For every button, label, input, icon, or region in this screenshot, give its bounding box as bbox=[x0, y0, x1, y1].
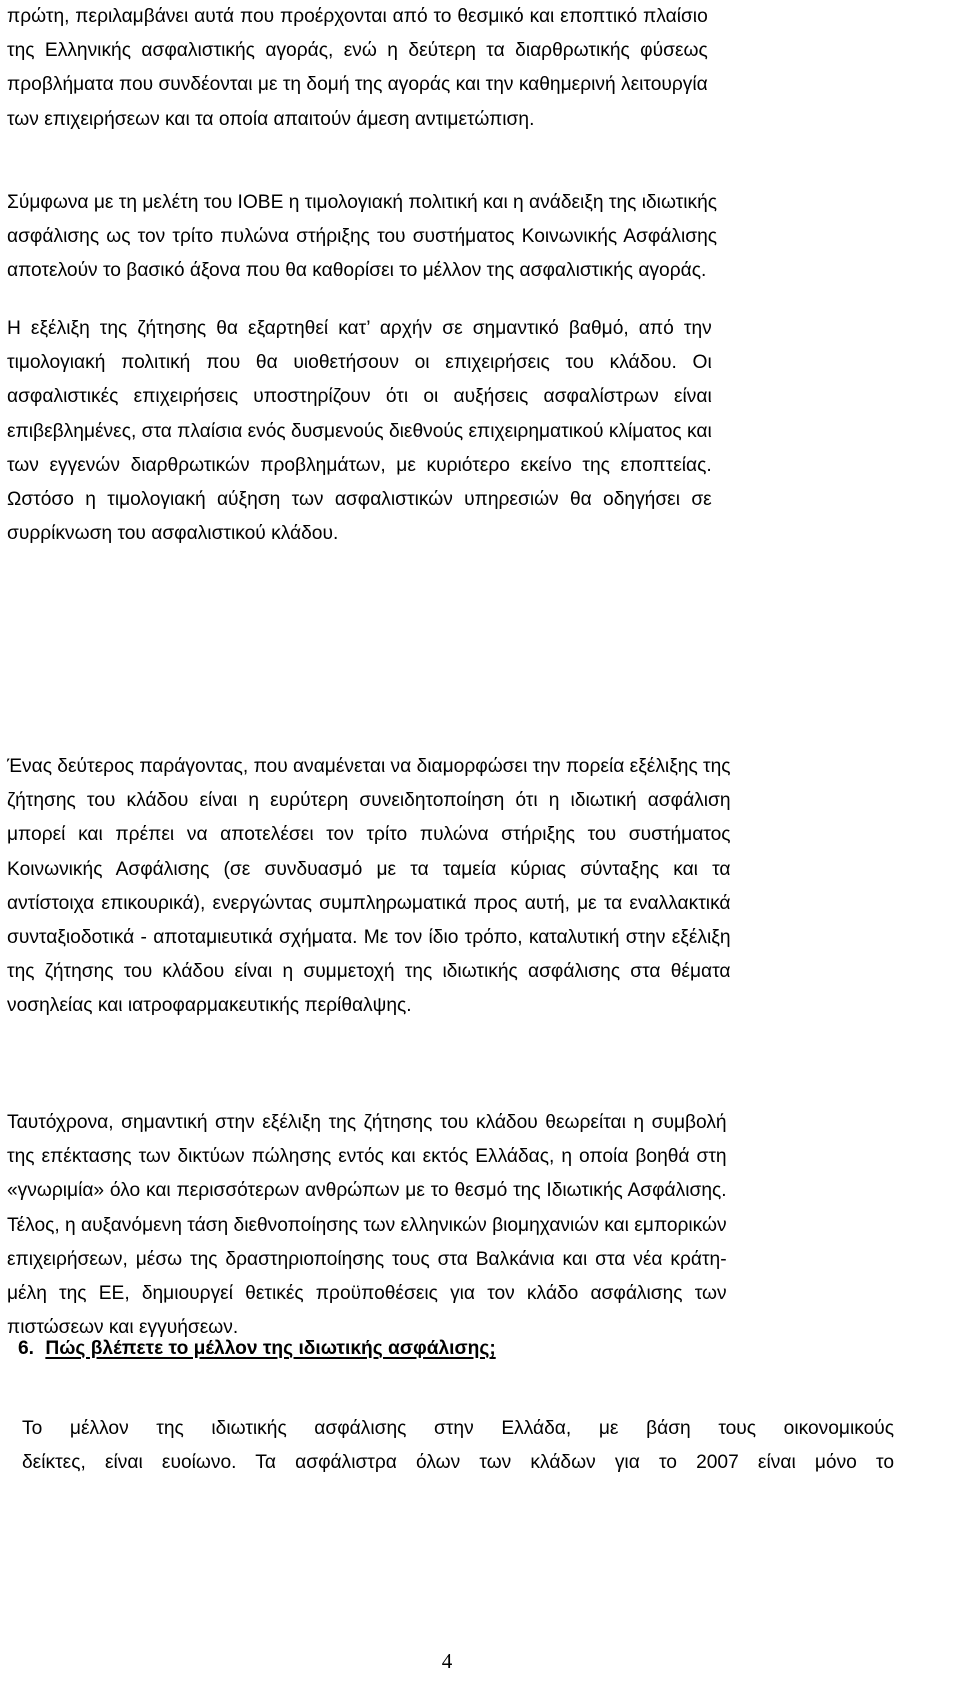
text-line: επιχειρήσεων, μέσω της δραστηριοποίησης τους στα Βαλκάνια και στα νέα κράτη- bbox=[7, 1248, 727, 1270]
text-line: επιβεβλημένες, στα πλαίσια ενός δυσμενούς διεθνούς επιχειρηματικού κλίματος και bbox=[7, 420, 712, 442]
text-line: Ταυτόχρονα, σημαντική στην εξέλιξη της ζήτησης του κλάδου θεωρείται η συμβολή bbox=[7, 1112, 727, 1133]
text-line: Ένας δεύτερος παράγοντας, που αναμένεται να διαμορφώσει την πορεία εξέλιξης της bbox=[7, 756, 731, 777]
text-line: Κοινωνικής Ασφάλισης (σε συνδυασμό με τα ταμεία κύριας σύνταξης και τα bbox=[7, 858, 731, 880]
text-line: αντίστοιχα επικουρικά), ενεργώντας συμπληρωματικά προς αυτή, με τα εναλλακτικά bbox=[7, 892, 731, 914]
text-line: της Ελληνικής ασφαλιστικής αγοράς, ενώ η δεύτερη τα διαρθρωτικής φύσεως bbox=[7, 40, 708, 62]
paragraph-6 bbox=[22, 1412, 894, 1480]
text-line: ασφάλισης ως τον τρίτο πυλώνα στήριξης του συστήματος Κοινωνικής Ασφάλισης bbox=[7, 226, 718, 248]
paragraph-4 bbox=[7, 750, 731, 1024]
text-line: αποτελούν το βασικό άξονα που θα καθορίσει το μέλλον της ασφαλιστικής αγοράς. bbox=[7, 260, 707, 282]
text-line: ζήτησης του κλάδου είναι η ευρύτερη συνειδητοποίηση ότι η ιδιωτική ασφάλιση bbox=[7, 790, 731, 812]
text-line: συρρίκνωση του ασφαλιστικού κλάδου. bbox=[7, 523, 339, 545]
text-line: δείκτες, είναι ευοίωνο. Τα ασφάλιστρα όλων των κλάδων για το 2007 είναι μόνο το bbox=[22, 1452, 894, 1474]
text-line: των επιχειρήσεων και τα οποία απαιτούν άμεση αντιμετώπιση. bbox=[7, 108, 535, 130]
text-line: Τέλος, η αυξανόμενη τάση διεθνοποίησης των ελληνικών βιομηχανιών και εμπορικών bbox=[7, 1214, 727, 1236]
page-number: 4 bbox=[441, 1649, 453, 1673]
text-line: προβλήματα που συνδέονται με τη δομή της αγοράς και την καθημερινή λειτουργία bbox=[7, 74, 708, 96]
text-line: μέλη της ΕΕ, δημιουργεί θετικές προϋποθέσεις για τον κλάδο ασφάλισης των bbox=[7, 1282, 727, 1304]
text-line: συνταξιοδοτικά - αποταμιευτικά σχήματα. Με τον ίδιο τρόπο, καταλυτική στην εξέλιξη bbox=[7, 926, 731, 948]
text-line: «γνωριμία» όλο και περισσότερων ανθρώπων με το θεσμό της Ιδιωτικής Ασφάλισης. bbox=[7, 1180, 727, 1202]
section-heading bbox=[18, 1332, 496, 1366]
text-line: ασφαλιστικές επιχειρήσεις υποστηρίζουν ότι οι αυξήσεις ασφαλίστρων είναι bbox=[7, 386, 712, 408]
text-line: τιμολογιακή πολιτική που θα υιοθετήσουν οι επιχειρήσεις του κλάδου. Οι bbox=[7, 352, 712, 374]
text-line: Σύμφωνα με τη μελέτη του ΙΟΒΕ η τιμολογιακή πολιτική και η ανάδειξη της ιδιωτικής bbox=[7, 192, 718, 213]
text-line: Ωστόσο η τιμολογιακή αύξηση των ασφαλιστικών υπηρεσιών θα οδηγήσει σε bbox=[7, 488, 712, 510]
text-line: νοσηλείας και ιατροφαρμακευτικής περίθαλψης. bbox=[7, 995, 412, 1017]
text-line: πιστώσεων και εγγυήσεων. bbox=[7, 1317, 239, 1339]
text-line: της επέκτασης των δικτύων πώλησης εντός και εκτός Ελλάδας, η οποία βοηθά στη bbox=[7, 1146, 727, 1168]
text-line: μπορεί και πρέπει να αποτελέσει τον τρίτο πυλώνα στήριξης του συστήματος bbox=[7, 824, 731, 846]
paragraph-2 bbox=[7, 186, 717, 289]
text-line: πρώτη, περιλαμβάνει αυτά που προέρχονται από το θεσμικό και εποπτικό πλαίσιο bbox=[7, 6, 708, 27]
paragraph-5 bbox=[7, 1106, 727, 1345]
text-line: Το μέλλον της ιδιωτικής ασφάλισης στην Ελλάδα, με βάση τους οικονομικούς bbox=[22, 1418, 894, 1439]
paragraph-3 bbox=[7, 312, 712, 551]
section-number: 6. bbox=[18, 1338, 35, 1359]
text-line: των εγγενών διαρθρωτικών προβλημάτων, με κυριότερο εκείνο της εποπτείας. bbox=[7, 454, 712, 476]
section-title: Πώς βλέπετε το μέλλον της ιδιωτικής ασφάλισης; bbox=[45, 1338, 496, 1359]
text-line: Η εξέλιξη της ζήτησης θα εξαρτηθεί κατ’ αρχήν σε σημαντικό βαθμό, από την bbox=[7, 318, 712, 339]
paragraph-1 bbox=[7, 0, 708, 137]
text-line: της ζήτησης του κλάδου είναι η συμμετοχή της ιδιωτικής ασφάλισης στα θέματα bbox=[7, 961, 731, 983]
